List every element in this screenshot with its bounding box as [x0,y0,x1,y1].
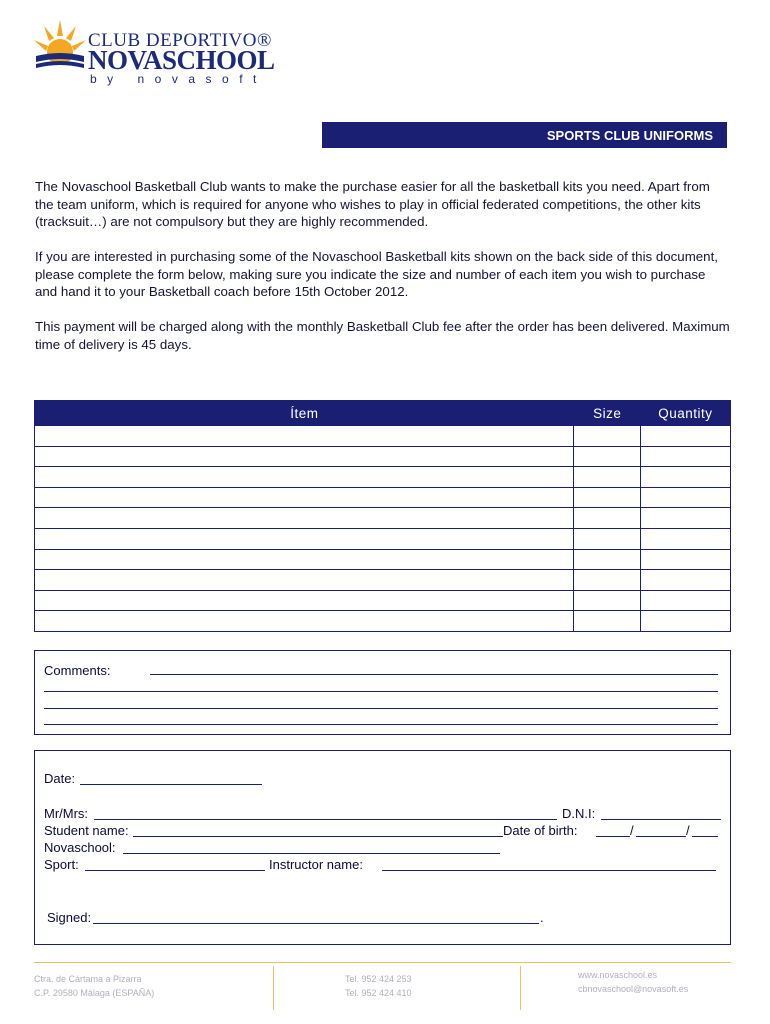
dob-day-field[interactable] [596,836,630,837]
quantity-column-header: Quantity [641,401,731,426]
item-cell[interactable] [35,549,574,570]
personal-data-box [34,750,731,945]
size-cell[interactable] [574,426,641,447]
novaschool-label: Novaschool: [44,840,116,855]
quantity-cell[interactable] [641,590,731,611]
table-row [35,487,731,508]
logo-club-text: CLUB DEPORTIVO® [88,30,272,51]
footer-address [34,972,154,1000]
footer-rule [34,962,731,963]
student-name-field[interactable] [133,836,503,837]
quantity-cell[interactable] [641,549,731,570]
footer-divider [273,966,274,1010]
mrmrs-field[interactable] [94,819,557,820]
item-cell[interactable] [35,446,574,467]
size-cell[interactable] [574,446,641,467]
page-title: SPORTS CLUB UNIFORMS [546,127,713,143]
footer-address-line2: C.P. 29580 Málaga (ESPAÑA) [34,988,155,998]
dob-label: Date of birth: [503,823,578,838]
footer-address-line1: Ctra. de Cártama a Pizarra [34,974,142,984]
item-cell[interactable] [35,426,574,447]
footer-contact [578,968,688,996]
table-row [35,549,731,570]
sun-icon [30,18,90,74]
footer-email-link[interactable]: cbnovaschool@novasoft.es [578,984,689,994]
item-column-header: Ítem [35,401,574,426]
size-cell[interactable] [574,467,641,488]
signed-label: Signed: [47,910,92,925]
item-cell[interactable] [35,467,574,488]
dob-separator: / [686,823,690,838]
table-row [35,570,731,591]
quantity-cell[interactable] [641,487,731,508]
date-label: Date: [44,771,76,786]
comments-label: Comments: [44,663,111,678]
comments-line[interactable] [44,691,718,692]
comments-line[interactable] [150,674,718,675]
table-row [35,590,731,611]
item-cell[interactable] [35,528,574,549]
quantity-cell[interactable] [641,570,731,591]
table-row [35,528,731,549]
footer-divider [520,966,521,1010]
comments-box [34,650,731,735]
item-cell[interactable] [35,611,574,632]
item-cell[interactable] [35,508,574,529]
item-cell[interactable] [35,590,574,611]
date-field[interactable] [80,784,262,785]
signed-period: . [540,910,544,925]
sport-label: Sport: [44,857,79,872]
size-cell[interactable] [574,528,641,549]
page-title-bar [322,122,727,148]
logo-novaschool-text: NOVASCHOOL [88,45,275,75]
table-row [35,446,731,467]
item-cell[interactable] [35,570,574,591]
dob-month-field[interactable] [636,836,686,837]
table-header-row [35,401,731,426]
quantity-cell[interactable] [641,528,731,549]
dob-separator: / [630,823,634,838]
payment-paragraph: This payment will be charged along with the monthly Basketball Club fee after the order has been delivered. Maximum time of delivery is 45 days. [35,319,730,352]
purchase-paragraph: If you are interested in purchasing some of the Novaschool Basketball kits shown on the back side of this document, please complete the form below, making sure you indicate the size and number of each item you wish to purchase and hand it to your Basketball coach before 15th October 2012. [35,249,718,299]
size-cell[interactable] [574,570,641,591]
dni-field[interactable] [601,819,721,820]
footer-phones [345,972,412,1000]
size-cell[interactable] [574,508,641,529]
instructor-name-label: Instructor name: [269,857,363,872]
size-cell[interactable] [574,549,641,570]
size-cell[interactable] [574,611,641,632]
comments-line[interactable] [44,708,718,709]
item-cell[interactable] [35,487,574,508]
quantity-cell[interactable] [641,508,731,529]
footer-website-link[interactable]: www.novaschool.es [578,970,658,980]
table-row [35,467,731,488]
student-name-label: Student name: [44,823,129,838]
intro-paragraph: The Novaschool Basketball Club wants to make the purchase easier for all the basketball kits you need. Apart from the team uniform, which is required for anyone who wishes to play in official federated competitions, the other kits (tracksuit…) are not compulsory but they are highly recommended. [35,179,710,229]
mrmrs-label: Mr/Mrs: [44,806,89,821]
logo-by-text: by novasoft [90,72,267,86]
table-row [35,611,731,632]
dni-label: D.N.I: [562,806,596,821]
footer-tel2: Tel. 952 424 410 [345,988,412,998]
sport-field[interactable] [85,870,265,871]
table-row [35,426,731,447]
table-row [35,508,731,529]
size-cell[interactable] [574,590,641,611]
quantity-cell[interactable] [641,446,731,467]
dob-year-field[interactable] [692,836,718,837]
quantity-cell[interactable] [641,467,731,488]
items-table [34,400,731,632]
club-logo [30,18,275,88]
size-column-header: Size [574,401,641,426]
size-cell[interactable] [574,487,641,508]
quantity-cell[interactable] [641,426,731,447]
novaschool-field[interactable] [123,853,500,854]
instructor-name-field[interactable] [382,870,716,871]
signature-field[interactable] [93,923,539,924]
footer-tel1: Tel. 952 424 253 [345,974,412,984]
comments-line[interactable] [44,724,718,725]
quantity-cell[interactable] [641,611,731,632]
